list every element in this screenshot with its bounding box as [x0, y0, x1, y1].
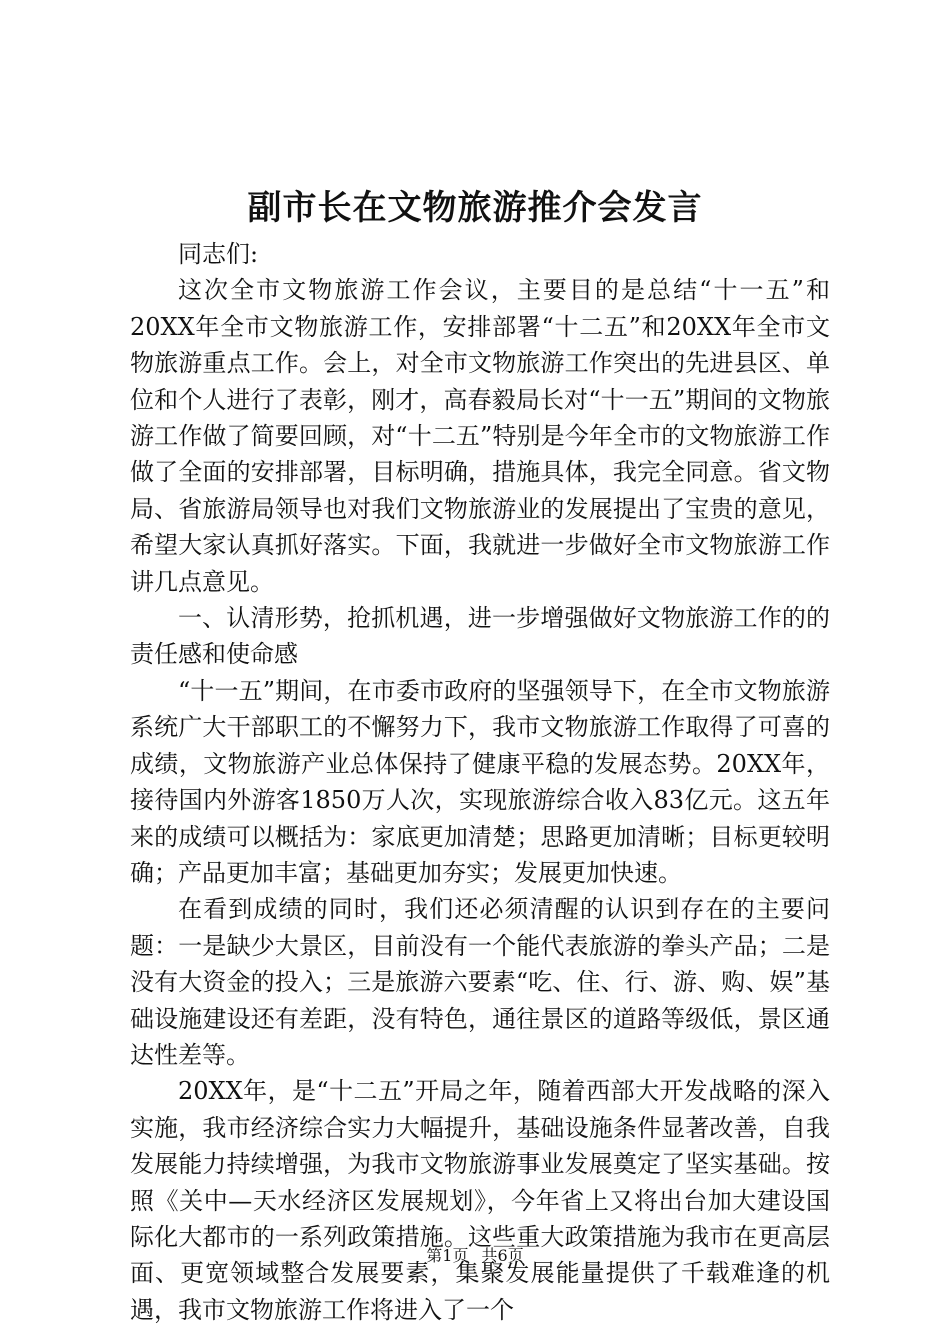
paragraph-3: 在看到成绩的同时，我们还必须清醒的认识到存在的主要问题：一是缺少大景区，目前没有一个能代表旅游的拳头产品；二是没有大资金的投入；三是旅游六要素“吃、住、行、游、购、娱”基础设施建设还有差距，没有特色，通往景区的道路等级低，景区通达性差等。	[130, 895, 830, 1069]
paragraph-2: “十一五”期间，在市委市政府的坚强领导下，在全市文物旅游系统广大干部职工的不懈努力下，我市文物旅游工作取得了可喜的成绩，文物旅游产业总体保持了健康平稳的发展态势。20XX年，接待国内外游客1850万人次，实现旅游综合收入83亿元。这五年来的成绩可以概括为：家底更加清楚；思路更加清晰；目标更较明确；产品更加丰富；基础更加夯实；发展更加快速。	[130, 676, 830, 887]
paragraph-1: 这次全市文物旅游工作会议，主要目的是总结“十一五”和20XX年全市文物旅游工作，安排部署“十二五”和20XX年全市文物旅游重点工作。会上，对全市文物旅游工作突出的先进县区、单位和个人进行了表彰，刚才，高春毅局长对“十一五”期间的文物旅游工作做了简要回顾，对“十二五”特别是今年全市的文物旅游工作做了全面的安排部署，目标明确，措施具体，我完全同意。省文物局、省旅游局领导也对我们文物旅游业的发展提出了宝贵的意见，希望大家认真抓好落实。下面，我就进一步做好全市文物旅游工作讲几点意见。	[130, 276, 830, 596]
document-title: 副市长在文物旅游推介会发言	[247, 188, 703, 228]
document-body	[130, 236, 830, 1328]
page-number: 第1页	[426, 1246, 469, 1265]
paragraph-4: 20XX年，是“十二五”开局之年，随着西部大开发战略的深入实施，我市经济综合实力大幅提升，基础设施条件显著改善，自我发展能力持续增强，为我市文物旅游事业发展奠定了坚实基础。按照《关中—天水经济区发展规划》，今年省上又将出台加大建设国际化大都市的一系列政策措施。这些重大政策措施为我市在更高层面、更宽领域整合发展要素，集聚发展能量提供了千载难逢的机遇，我市文物旅游工作将进入了一个	[130, 1077, 830, 1324]
page-footer	[0, 1245, 950, 1267]
salutation: 同志们:	[178, 240, 259, 268]
page-total: 共6页	[481, 1246, 524, 1265]
section-heading-1: 一、认清形势，抢抓机遇，进一步增强做好文物旅游工作的的责任感和使命感	[130, 604, 830, 669]
